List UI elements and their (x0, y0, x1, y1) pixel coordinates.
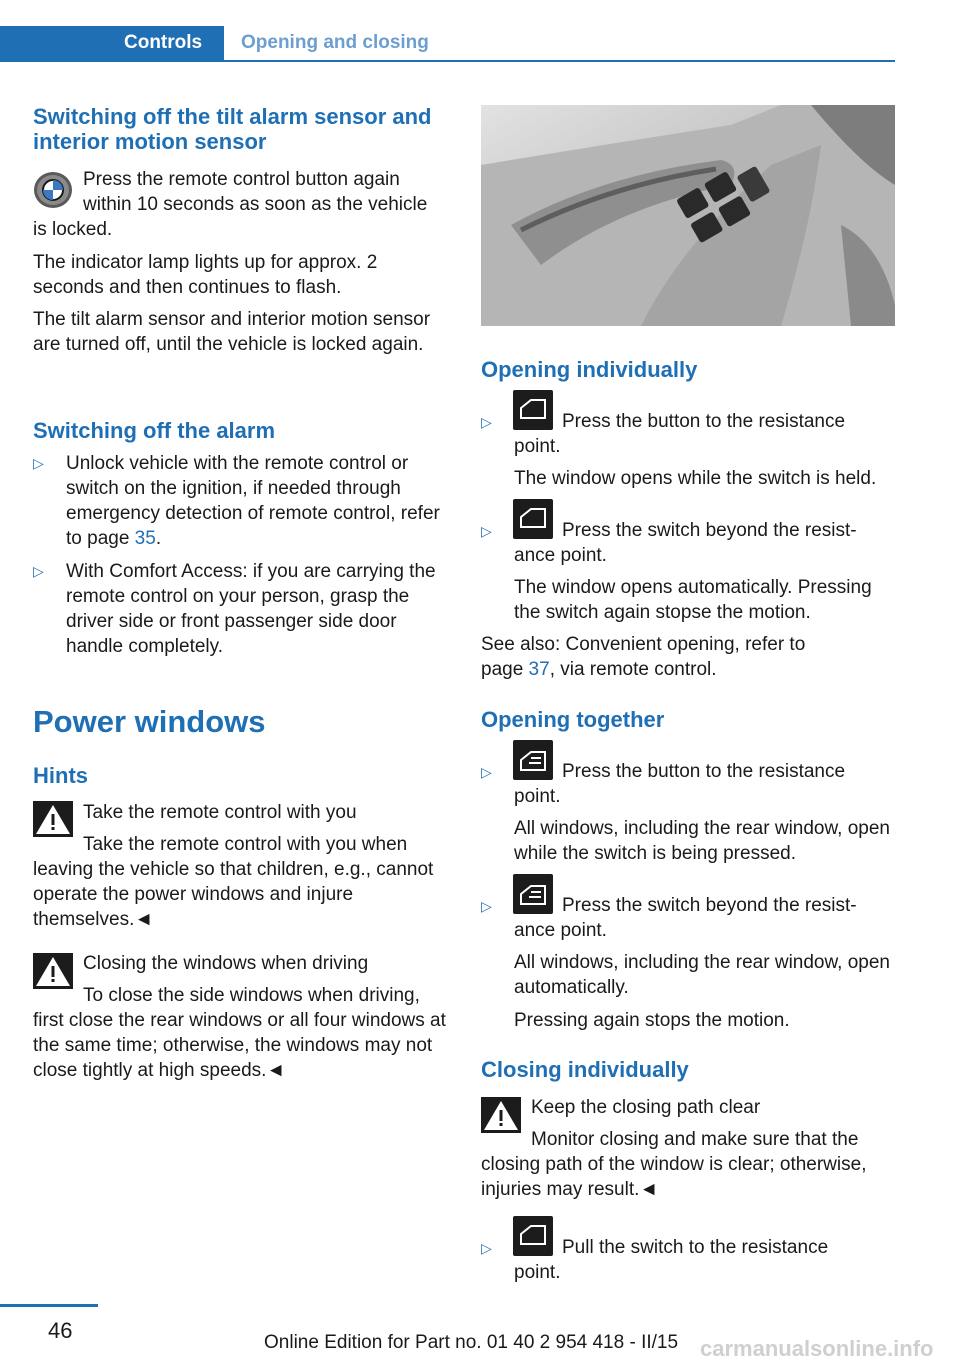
bullet-icon: ▷ (481, 898, 492, 914)
alarm-item-comfort-access: With Comfort Access: if you are carrying the remote control on your person, grasp the driver side or front passenger side door handle completely. (66, 561, 436, 657)
warning-closing-path-body: closing path of the window is clear; otherwise, injuries may result.◄ (481, 1154, 867, 1200)
alarm-item-unlock-end: . (155, 528, 162, 549)
page-link-35[interactable]: 35 (134, 528, 156, 549)
ot2-line2: ance point. (514, 920, 607, 941)
warning-closing-line1: To close the side windows when driving, (83, 985, 420, 1006)
sensor-off-text: The tilt alarm sensor and interior motion sensor are turned off, until the vehicle is locked again. (33, 309, 431, 355)
bullet-icon: ▷ (481, 764, 492, 780)
chapter-tab-opening-closing[interactable]: Opening and closing (241, 32, 429, 53)
warning-title-remote: Take the remote control with you (83, 802, 357, 823)
bullet-icon: ▷ (481, 414, 492, 430)
ot2-line1: Press the switch beyond the resist- (562, 895, 857, 916)
ci1-line2: point. (514, 1262, 561, 1283)
warning-remote-line1: Take the remote control with you when (83, 834, 408, 855)
watermark-text: carmanualsonline.info (700, 1336, 934, 1361)
heading-opening-individually: Opening individually (481, 357, 698, 382)
warning-triangle-icon (33, 801, 73, 837)
bullet-icon: ▷ (481, 1240, 492, 1256)
oi2-line2: ance point. (514, 545, 607, 566)
door-panel-photo (481, 105, 895, 326)
heading-closing-individually: Closing individually (481, 1057, 689, 1082)
heading-tilt-alarm: Switching off the tilt alarm sensor and interior motion sensor (33, 104, 432, 154)
oi1-line1: Press the button to the resistance (562, 411, 846, 432)
ot1-line1: Press the button to the resistance (562, 761, 846, 782)
ot2-result: All windows, including the rear window, open automatically. (514, 952, 890, 998)
warning-title-closing: Closing the windows when driving (83, 953, 369, 974)
edition-note: Online Edition for Part no. 01 40 2 954 418 - II/15 (264, 1332, 679, 1353)
page-link-37[interactable]: 37 (528, 659, 550, 680)
warning-title-closing-path: Keep the closing path clear (531, 1097, 761, 1118)
window-switch-close-icon (513, 1216, 553, 1256)
oi2-result: The window opens automatically. Pressing the switch again stopse the motion. (514, 577, 872, 623)
heading-power-windows: Power windows (33, 704, 266, 739)
bullet-icon: ▷ (33, 455, 44, 471)
bullet-icon: ▷ (33, 563, 44, 579)
warning-remote-body: leaving the vehicle so that children, e.g., cannot operate the power windows and injure themselves.◄ (33, 859, 434, 930)
heading-switch-off-alarm: Switching off the alarm (33, 418, 276, 443)
heading-opening-together: Opening together (481, 707, 665, 732)
tilt-text-line3: is locked. (33, 219, 113, 240)
see-also-text: See also: Convenient opening, refer to page (481, 634, 806, 680)
alarm-item-unlock (66, 451, 449, 551)
ot1-result: All windows, including the rear window, open while the switch is being pressed. (514, 818, 890, 864)
warning-closing-path-line1: Monitor closing and make sure that the (531, 1129, 859, 1150)
ot1-line2: point. (514, 786, 561, 807)
warning-closing-body: first close the rear windows or all four windows at the same time; otherwise, the windows may not close tightly at high speeds.◄ (33, 1010, 446, 1081)
warning-triangle-icon (481, 1097, 521, 1133)
see-also-end: , via remote control. (549, 659, 717, 680)
window-switch-all-icon (513, 874, 553, 914)
section-tab-controls[interactable]: Controls (0, 26, 224, 62)
page-header (0, 26, 895, 62)
tilt-text-line2: within 10 seconds as soon as the vehicle (83, 194, 428, 215)
ci1-line1: Pull the switch to the resistance (562, 1237, 829, 1258)
window-switch-open-icon (513, 499, 553, 539)
window-switch-open-icon (513, 390, 553, 430)
footer-rule (0, 1304, 98, 1307)
page-number: 46 (48, 1318, 73, 1343)
heading-hints: Hints (33, 763, 88, 788)
bullet-icon: ▷ (481, 523, 492, 539)
tilt-text-line1: Press the remote control button again (83, 169, 400, 190)
ot2-stop: Pressing again stops the motion. (514, 1010, 790, 1031)
remote-key-icon (33, 170, 73, 210)
oi1-result: The window opens while the switch is held. (514, 468, 877, 489)
window-switch-all-icon (513, 740, 553, 780)
indicator-lamp-text: The indicator lamp lights up for approx. 2 seconds and then continues to flash. (33, 252, 378, 298)
oi1-line2: point. (514, 436, 561, 457)
see-also-convenient-opening (481, 632, 841, 682)
oi2-line1: Press the switch beyond the resist- (562, 520, 857, 541)
warning-triangle-icon (33, 953, 73, 989)
alarm-item-unlock-text: Unlock vehicle with the remote control or switch on the ignition, if needed through emergency detection of remote control, refer to page (66, 453, 440, 549)
